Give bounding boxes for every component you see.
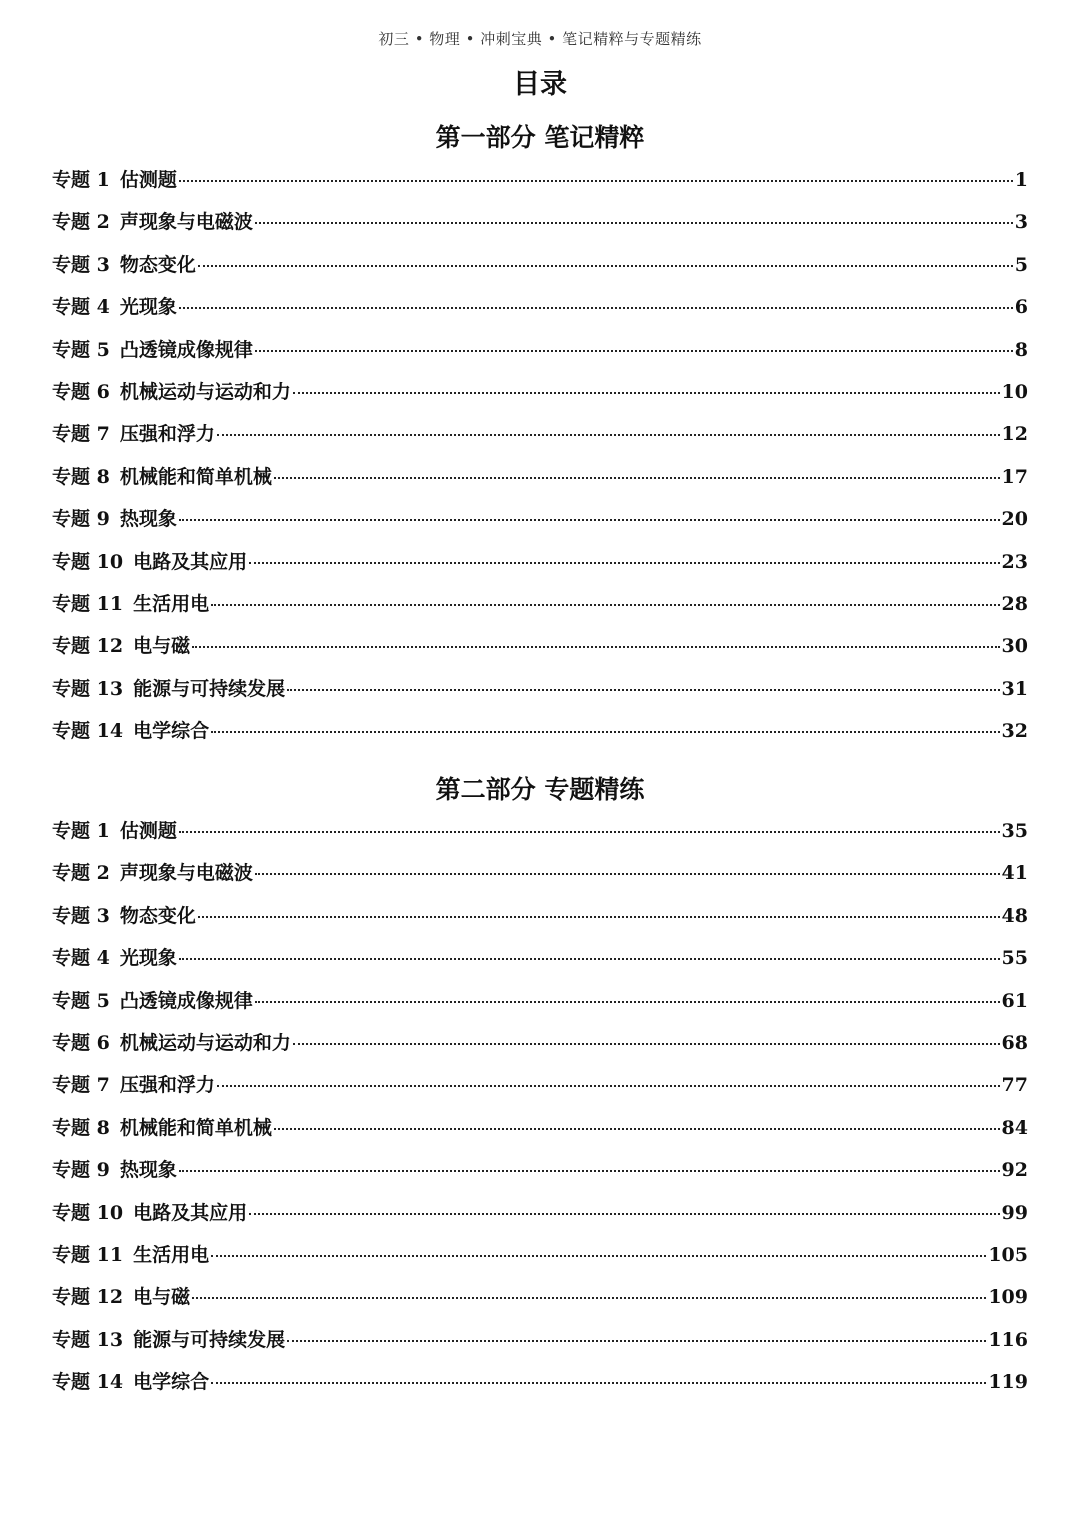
toc-entry-number: 专题 4 (52, 296, 110, 319)
dot-leader (179, 1170, 1000, 1172)
toc-entry-number: 专题 6 (52, 380, 110, 403)
toc-entry-page-number: 68 (1001, 1031, 1028, 1054)
toc-entry-label (52, 631, 190, 658)
toc-entry-page-number: 20 (1001, 508, 1028, 531)
toc-entry-number: 专题 12 (52, 1286, 124, 1309)
toc-entry-title: 估测题 (119, 169, 177, 191)
dot-leader (293, 392, 1000, 394)
dot-leader (211, 604, 999, 606)
toc-entry-title: 能源与可持续发展 (133, 677, 286, 700)
toc-entry-page-number: 17 (1001, 465, 1028, 488)
toc-entry-number: 专题 8 (52, 1116, 110, 1139)
dot-leader (211, 1382, 986, 1384)
toc-entry-label (52, 335, 253, 362)
toc-entry-page-number: 55 (1001, 947, 1028, 970)
toc-entry-title: 压强和浮力 (119, 423, 215, 446)
toc-entry-title: 物态变化 (119, 253, 196, 276)
dot-leader (211, 1255, 986, 1257)
toc-entry[interactable] (52, 1028, 1028, 1070)
toc-entry-title: 凸透镜成像规律 (119, 338, 253, 361)
toc-entry-page-number: 41 (1001, 862, 1028, 885)
dot-leader (192, 646, 999, 648)
toc-entry-label (52, 1113, 272, 1140)
toc-entry[interactable] (52, 943, 1028, 985)
toc-entry-number: 专题 14 (52, 720, 124, 743)
toc-entry-title: 生活用电 (133, 1243, 210, 1266)
toc-entry-title: 生活用电 (133, 592, 210, 615)
toc-entry[interactable] (52, 377, 1028, 419)
toc-entry-page-number: 32 (1001, 720, 1028, 743)
toc-entry-label (52, 901, 196, 928)
toc-entry-page-number: 116 (988, 1328, 1028, 1351)
dot-leader (255, 1001, 1000, 1003)
toc-entry[interactable] (52, 504, 1028, 546)
toc-entry[interactable] (52, 1070, 1028, 1112)
toc-entry-title: 电路及其应用 (133, 1201, 248, 1224)
toc-entry[interactable] (52, 547, 1028, 589)
toc-entry-page-number: 8 (1014, 338, 1028, 361)
dot-leader (192, 1297, 986, 1299)
toc-entry-title: 压强和浮力 (119, 1074, 215, 1097)
toc-entry-title: 电与磁 (133, 1286, 191, 1309)
dot-leader (249, 1213, 999, 1215)
toc-entry-page-number: 1 (1014, 169, 1028, 191)
toc-title: 目录 (513, 69, 567, 100)
toc-entry[interactable] (52, 207, 1028, 249)
toc-entry[interactable] (52, 335, 1028, 377)
dot-leader (255, 873, 1000, 875)
toc-entry[interactable] (52, 816, 1028, 858)
toc-entry-number: 专题 2 (52, 211, 110, 234)
toc-entry-number: 专题 1 (52, 820, 110, 842)
toc-entry[interactable] (52, 1325, 1028, 1367)
toc-entry-label (52, 1070, 215, 1097)
toc-entry[interactable] (52, 901, 1028, 943)
toc-entry-page-number: 3 (1014, 211, 1028, 234)
toc-entry-page-number: 92 (1001, 1159, 1028, 1182)
toc-entry-label (52, 462, 272, 489)
toc-entry-title: 估测题 (119, 820, 177, 842)
toc-entry[interactable] (52, 1240, 1028, 1282)
dot-leader (293, 1043, 1000, 1045)
toc-entry-label (52, 674, 285, 701)
toc-entry[interactable] (52, 589, 1028, 631)
toc-entry-label (52, 589, 209, 616)
toc-entry-title: 电学综合 (133, 720, 210, 743)
toc-entry-number: 专题 13 (52, 1328, 124, 1351)
dot-leader (274, 477, 1000, 479)
toc-entry-label (52, 250, 196, 277)
dot-leader (211, 731, 999, 733)
toc-entry-number: 专题 10 (52, 1201, 124, 1224)
toc-entry-number: 专题 7 (52, 423, 110, 446)
toc-entry-page-number: 105 (988, 1243, 1028, 1266)
part1-toc-list (52, 165, 1028, 758)
toc-entry-label (52, 816, 177, 843)
toc-entry-page-number: 109 (988, 1286, 1028, 1309)
running-header: 初三 • 物理 • 冲刺宝典 • 笔记精粹与专题精练 (378, 30, 702, 48)
toc-entry-label (52, 292, 177, 319)
dot-leader (217, 434, 1000, 436)
toc-entry-page-number: 28 (1001, 592, 1028, 615)
toc-entry[interactable] (52, 419, 1028, 461)
toc-entry-label (52, 547, 247, 574)
toc-entry-label (52, 1240, 209, 1267)
toc-entry[interactable] (52, 631, 1028, 673)
toc-entry-title: 电路及其应用 (133, 550, 248, 573)
dot-leader (198, 265, 1013, 267)
toc-entry-label (52, 1282, 190, 1309)
toc-entry-number: 专题 6 (52, 1031, 110, 1054)
toc-entry[interactable] (52, 292, 1028, 334)
toc-entry-label (52, 419, 215, 446)
dot-leader (179, 958, 1000, 960)
toc-entry-label (52, 1325, 285, 1352)
toc-entry-title: 声现象与电磁波 (119, 862, 253, 885)
toc-entry-title: 电学综合 (133, 1371, 210, 1394)
toc-entry-page-number: 61 (1001, 989, 1028, 1012)
toc-entry-label (52, 943, 177, 970)
toc-entry-number: 专题 9 (52, 1159, 110, 1182)
dot-leader (179, 831, 1000, 833)
toc-entry[interactable] (52, 1198, 1028, 1240)
toc-entry-number: 专题 13 (52, 677, 124, 700)
toc-entry-title: 能源与可持续发展 (133, 1328, 286, 1351)
part1-title: 第一部分 笔记精粹 (435, 123, 645, 152)
dot-leader (217, 1085, 1000, 1087)
toc-entry[interactable] (52, 858, 1028, 900)
dot-leader (179, 519, 1000, 521)
dot-leader (287, 689, 999, 691)
toc-entry[interactable] (52, 250, 1028, 292)
toc-entry-title: 声现象与电磁波 (119, 211, 253, 234)
toc-entry-page-number: 77 (1001, 1074, 1028, 1097)
toc-entry[interactable] (52, 1155, 1028, 1197)
toc-entry-number: 专题 11 (52, 1243, 124, 1266)
dot-leader (179, 180, 1013, 182)
toc-entry-page-number: 5 (1014, 253, 1028, 276)
toc-entry-number: 专题 10 (52, 550, 124, 573)
dot-leader (255, 350, 1013, 352)
toc-entry-title: 热现象 (119, 508, 177, 531)
toc-entry-label (52, 1028, 291, 1055)
toc-entry-number: 专题 5 (52, 989, 110, 1012)
toc-entry-page-number: 31 (1001, 677, 1028, 700)
toc-entry[interactable] (52, 716, 1028, 758)
toc-entry-label (52, 1155, 177, 1182)
toc-entry-number: 专题 3 (52, 904, 110, 927)
toc-entry-number: 专题 12 (52, 635, 124, 658)
toc-entry-title: 光现象 (119, 296, 177, 319)
toc-entry-title: 热现象 (119, 1159, 177, 1182)
dot-leader (249, 562, 999, 564)
toc-entry[interactable] (52, 1367, 1028, 1409)
toc-entry-label (52, 1367, 209, 1394)
toc-entry-label (52, 165, 177, 192)
toc-entry-title: 电与磁 (133, 635, 191, 658)
toc-entry-number: 专题 11 (52, 592, 124, 615)
toc-entry-page-number: 99 (1001, 1201, 1028, 1224)
toc-entry-number: 专题 8 (52, 465, 110, 488)
toc-entry-title: 机械运动与运动和力 (119, 1031, 291, 1054)
toc-entry-page-number: 23 (1001, 550, 1028, 573)
toc-entry-number: 专题 2 (52, 862, 110, 885)
toc-entry[interactable] (52, 674, 1028, 716)
toc-entry-page-number: 10 (1001, 380, 1028, 403)
toc-entry-page-number: 48 (1001, 904, 1028, 927)
part2-title: 第二部分 专题精练 (435, 775, 645, 804)
toc-entry-title: 光现象 (119, 947, 177, 970)
toc-entry-label (52, 716, 209, 743)
toc-entry-number: 专题 5 (52, 338, 110, 361)
toc-entry[interactable] (52, 462, 1028, 504)
toc-entry-page-number: 84 (1001, 1116, 1028, 1139)
toc-entry-title: 凸透镜成像规律 (119, 989, 253, 1012)
toc-entry[interactable] (52, 165, 1028, 207)
toc-entry-title: 机械能和简单机械 (119, 465, 272, 488)
toc-entry-label (52, 858, 253, 885)
toc-entry-page-number: 30 (1001, 635, 1028, 658)
toc-entry[interactable] (52, 1282, 1028, 1324)
toc-entry[interactable] (52, 986, 1028, 1028)
toc-entry-label (52, 207, 253, 234)
toc-entry-number: 专题 4 (52, 947, 110, 970)
toc-entry-page-number: 35 (1001, 820, 1028, 842)
toc-entry-label (52, 1198, 247, 1225)
toc-entry-number: 专题 9 (52, 508, 110, 531)
toc-entry-page-number: 6 (1014, 296, 1028, 319)
toc-entry-number: 专题 14 (52, 1371, 124, 1394)
dot-leader (274, 1128, 1000, 1130)
toc-entry-label (52, 377, 291, 404)
dot-leader (198, 916, 1000, 918)
toc-entry-title: 物态变化 (119, 904, 196, 927)
toc-entry-number: 专题 7 (52, 1074, 110, 1097)
toc-entry-title: 机械能和简单机械 (119, 1116, 272, 1139)
toc-entry-number: 专题 3 (52, 253, 110, 276)
toc-entry-page-number: 119 (988, 1371, 1028, 1394)
dot-leader (287, 1340, 986, 1342)
toc-entry-title: 机械运动与运动和力 (119, 380, 291, 403)
toc-entry-page-number: 12 (1001, 423, 1028, 446)
part2-toc-list (52, 816, 1028, 1409)
toc-entry-label (52, 504, 177, 531)
dot-leader (179, 307, 1013, 309)
toc-entry-number: 专题 1 (52, 169, 110, 191)
toc-entry-label (52, 986, 253, 1013)
dot-leader (255, 222, 1013, 224)
toc-entry[interactable] (52, 1113, 1028, 1155)
